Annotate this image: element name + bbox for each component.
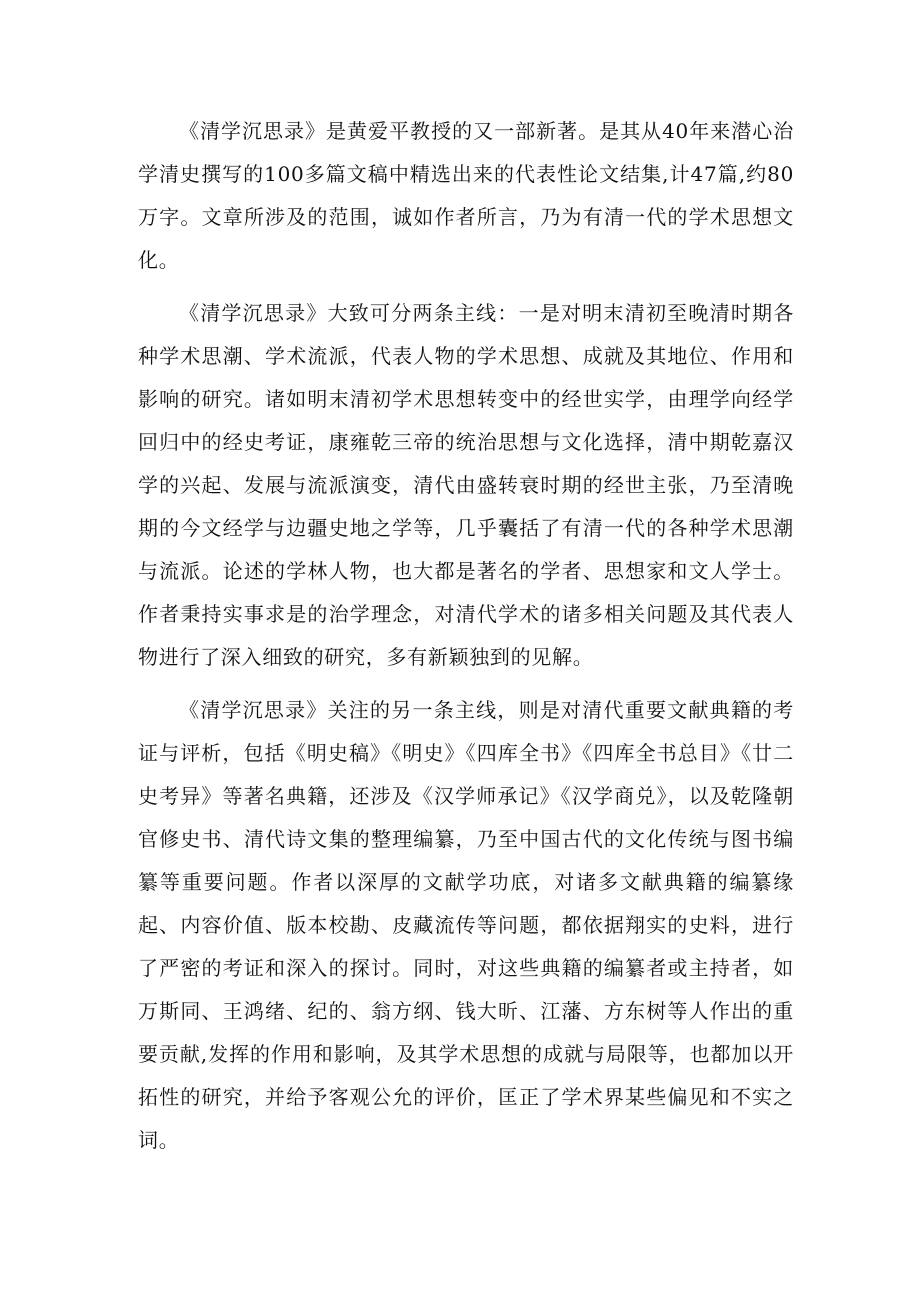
article-body xyxy=(138,110,794,1172)
paragraph-3: 《清学沉思录》关注的另一条主线，则是对清代重要文献典籍的考证与评析，包括《明史稿》《明史》《四库全书》《四库全书总目》《廿二史考异》等著名典籍，还涉及《汉学师承记》《汉学商兑》，以及乾隆朝官修史书、清代诗文集的整理编纂，乃至中国古代的文化传统与图书编纂等重要问题。作者以深厚的文献学功底，对诸多文献典籍的编纂缘起、内容价值、版本校勘、皮藏流传等问题，都依据翔实的史料，进行了严密的考证和深入的探讨。同时，对这些典籍的编纂者或主持者，如万斯同、王鸿绪、纪的、翁方纲、钱大昕、江藩、方东树等人作出的重要贡献,发挥的作用和影响，及其学术思想的成就与局限等，也都加以开拓性的研究，并给予客观公允的评价，匡正了学术界某些偏见和不实之词。 xyxy=(138,698,794,1152)
paragraph-2: 《清学沉思录》大致可分两条主线：一是对明末清初至晚清时期各种学术思潮、学术流派，代表人物的学术思想、成就及其地位、作用和影响的研究。诸如明末清初学术思想转变中的经世实学，由理学向经学回归中的经史考证，康雍乾三帝的统治思想与文化选择，清中期乾嘉汉学的兴起、发展与流派演变，清代由盛转衰时期的经世主张，乃至清晚期的今文经学与边疆史地之学等，几乎囊括了有清一代的各种学术思潮与流派。论述的学林人物，也大都是著名的学者、思想家和文人学士。作者秉持实事求是的治学理念，对清代学术的诸多相关问题及其代表人物进行了深入细致的研究，多有新颖独到的见解。 xyxy=(138,301,794,669)
paragraph-1: 《清学沉思录》是黄爱平教授的又一部新著。是其从40年来潜心治学清史撰写的100多篇文稿中精选出来的代表性论文结集,计47篇,约80万字。文章所涉及的范围，诚如作者所言，乃为有清一代的学术思想文化。 xyxy=(138,119,794,272)
